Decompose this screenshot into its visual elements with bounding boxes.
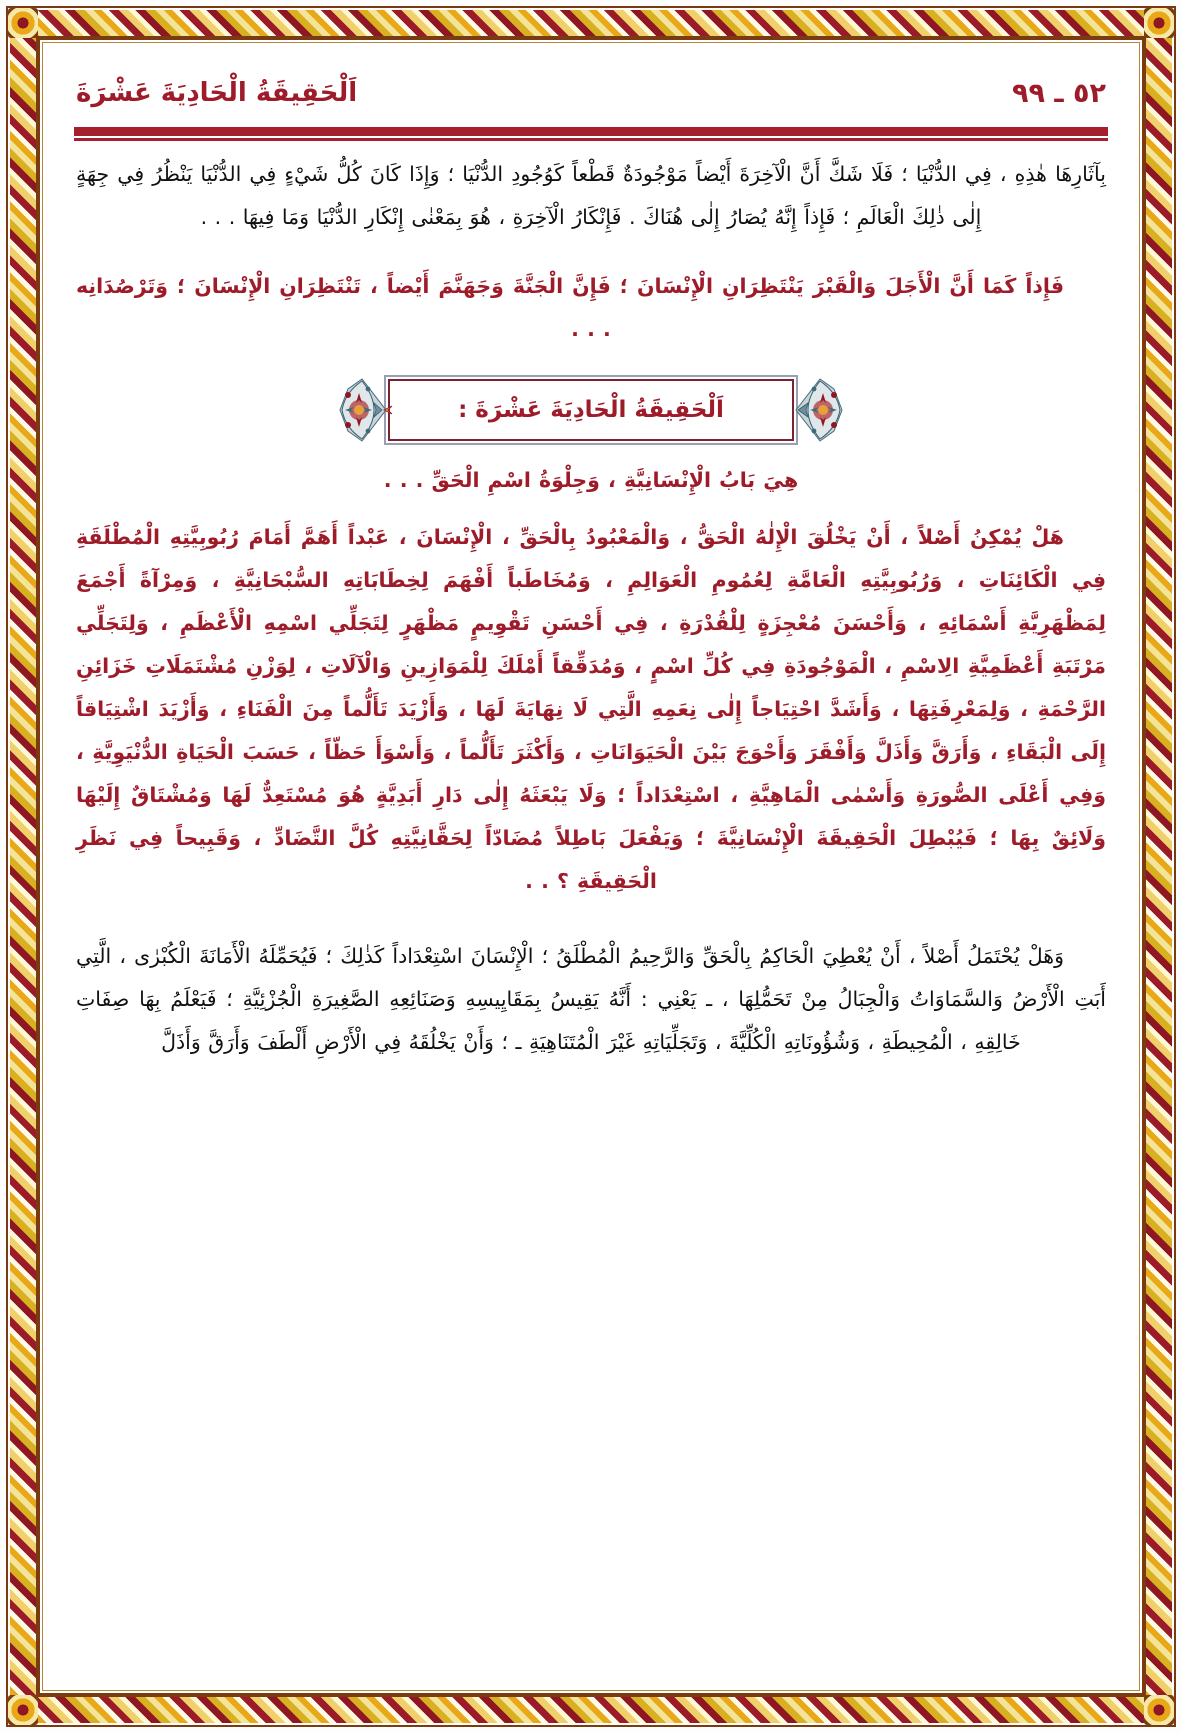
page-number-range: ٥٢ ـ ٩٩: [1012, 77, 1106, 109]
paragraph-4: هَلْ يُمْكِنُ أَصْلاً ، أَنْ يَخْلُقَ الْإِلٰهُ الْحَقُّ ، وَالْمَعْبُودُ بِالْحَقِّ ، الْإِنْسَانَ ، عَبْداً أَهَمَّ أَمَامَ رُبُوبِيَّتِهِ الْمُطْلَقَةِ فِي الْكَائِنَاتِ ، وَرُبُوبِيَّتِهِ الْعَامَّةِ لِعُمُومِ الْعَوَالِمِ ، وَمُخَاطَباً أَفْهَمَ لِخِطَابَاتِهِ السُّبْحَانِيَّةِ ، وَمِرْآةً أَجْمَعَ لِمَظْهَرِيَّةِ أَسْمَائِهِ ، وَأَحْسَنَ مُعْجِزَةٍ لِلْقُدْرَةِ ، فِي أَحْسَنِ تَقْوِيمٍ مَظْهَرٍ لِتَجَلِّي اسْمِهِ الْأَعْظَمِ ، وَلِتَجَلِّي مَرْتَبَةِ أَعْظَمِيَّةِ الِاسْمِ ، الْمَوْجُودَةِ فِي كُلِّ اسْمٍ ، وَمُدَقِّقاً أَمْلَكَ لِلْمَوَازِينِ وَالْآلَاتِ ، لِوَزْنِ مُشْتَمَلَاتِ خَزَائِنِ الرَّحْمَةِ ، وَلِمَعْرِفَتِهَا ، وَأَشَدَّ احْتِيَاجاً إِلٰى نِعَمِهِ الَّتِي لَا نِهَايَةَ لَهَا ، وَأَزْيَدَ تَأَلُّماً مِنَ الْفَنَاءِ ، وَأَزْيَدَ اشْتِيَاقاً إِلَى الْبَقَاءِ ، وَأَرَقَّ وَأَذَلَّ وَأَفْقَرَ وَأَحْوَجَ بَيْنَ الْحَيَوَانَاتِ ، وَأَكْثَرَ تَأَلُّماً ، وَأَسْوَأَ حَظّاً ، حَسَبَ الْحَيَاةِ الدُّنْيَوِيَّةِ ، وَفِي أَعْلَى الصُّورَةِ وَأَسْمٰى الْمَاهِيَّةِ ، اسْتِعْدَاداً ؛ وَلَا يَبْعَثَهُ إِلٰى دَارِ أَبَدِيَّةٍ هُوَ مُسْتَعِدٌّ لَهَا وَمُشْتَاقٌ إِلَيْهَا وَلَائِقٌ بِهَا ؛ فَيُبْطِلَ الْحَقِيقَةَ الْإِنْسَانِيَّةَ ؛ وَيَفْعَلَ بَاطِلاً مُضَادّاً لِحَقَّانِيَّتِهِ كُلَّ التَّضَادِّ ، وَقَبِيحاً فِي نَظَرِ الْحَقِيقَةِ ؟ . .: [76, 525, 1106, 893]
border-corner-ornament-bottom-left: [8, 1695, 38, 1725]
section-title-band: [76, 367, 1106, 453]
paragraph-1: بِآثَارِهَا هٰذِهِ ، فِي الدُّنْيَا ؛ فَلَا شَكَّ أَنَّ الْآخِرَةَ أَيْضاً مَوْجُودَةٌ قَطْعاً كَوُجُودِ الدُّنْيَا ؛ وَإِذَا كَانَ كُلُّ شَيْءٍ فِي الدُّنْيَا يَنْظُرُ فِي جِهَةٍ إِلٰى ذٰلِكَ الْعَالَمِ ؛ فَإِذاً إِنَّهُ يُصَارُ إِلٰى هُنَاكَ . فَإِنْكَارُ الْآخِرَةِ ، هُوَ بِمَعْنٰى إِنْكَارِ الدُّنْيَا وَمَا فِيهَا . . .: [76, 162, 1106, 229]
border-corner-ornament-top-right: [1144, 8, 1174, 38]
paragraph-spacer-3: [76, 903, 1106, 935]
paragraph-spacer-2: [76, 502, 1106, 516]
section-title-text: اَلْحَقِيقَةُ الْحَادِيَةَ عَشْرَةَ :: [458, 397, 724, 423]
header-divider-thick: [74, 126, 1108, 138]
body-text-area: [62, 141, 1120, 1064]
page-title: اَلْحَقِيقَةُ الْحَادِيَةَ عَشْرَةَ: [76, 78, 358, 108]
paragraph-spacer-1: [76, 239, 1106, 265]
page-content: [62, 62, 1120, 1671]
border-corner-ornament-top-left: [8, 8, 38, 38]
floral-medallion-icon-left: [334, 373, 392, 447]
paragraph-2: فَإِذاً كَمَا أَنَّ الْأَجَلَ وَالْقَبْرَ يَنْتَظِرَانِ الْإِنْسَانَ ؛ فَإِنَّ الْجَنَّةَ وَجَهَنَّمَ أَيْضاً ، تَنْتَظِرَانِ الْإِنْسَانَ ؛ وَتَرْصُدَانِه . . .: [76, 274, 1064, 341]
border-corner-ornament-bottom-right: [1144, 1695, 1174, 1725]
paragraph-3: هِيَ بَابُ الْإِنْسَانِيَّةِ ، وَجِلْوَةُ اسْمِ الْحَقِّ . . .: [383, 468, 799, 492]
floral-medallion-icon-right: [790, 373, 848, 447]
paragraph-5: وَهَلْ يُحْتَمَلُ أَصْلاً ، أَنْ يُعْطِيَ الْحَاكِمُ بِالْحَقِّ وَالرَّحِيمُ الْمُطْلَقُ ؛ الْإِنْسَانَ اسْتِعْدَاداً كَذٰلِكَ ؛ فَيُحَمِّلَهُ الْأَمَانَةَ الْكُبْرٰى ، الَّتِي أَبَتِ الْأَرْضُ وَالسَّمَاوَاتُ وَالْجِبَالُ مِنْ تَحَمُّلِهَا ، ـ يَعْنِي : أَنَّهُ يَقِيسُ بِمَقَايِيسِهِ وَصَنَائِعِهِ الصَّغِيرَةِ الْجُزْئِيَّةِ ؛ فَيَعْلَمُ بِهَا صِفَاتِ خَالِقِهِ ، الْمُحِيطَةِ ، وَشُؤُونَاتِهِ الْكُلِّيَّةَ ، وَتَجَلِّيَاتِهِ غَيْرَ الْمُتَنَاهِيَةِ ـ ؛ وَأَنْ يَخْلُقَهُ فِي الْأَرْضِ أَلْطَفَ وَأَرَقَّ وَأَذَلَّ: [76, 944, 1106, 1054]
page-header: [62, 62, 1120, 124]
section-title-box: [388, 379, 794, 441]
